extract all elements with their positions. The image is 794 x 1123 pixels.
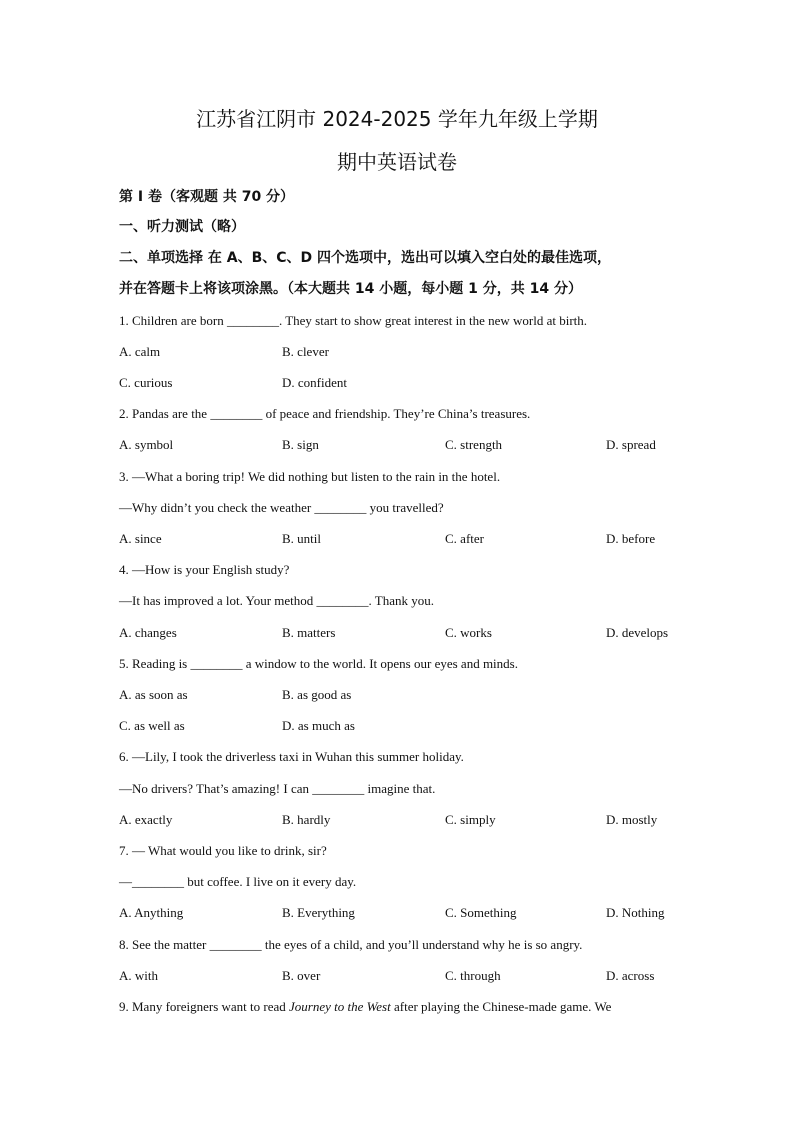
question-1-option-d: D. confident <box>282 375 347 390</box>
question-1-stem: 1. Children are born ________. They start to show great interest in the new world at birth. <box>119 313 588 328</box>
question-7-option-b: B. Everything <box>282 905 355 920</box>
question-4-stem: 4. —How is your English study? <box>119 562 290 577</box>
question-8-stem: 8. See the matter ________ the eyes of a child, and you’ll understand why he is so angry. <box>119 937 583 952</box>
question-6-stem-reply: —No drivers? That’s amazing! I can ________ imagine that. <box>119 781 436 796</box>
question-5-option-d: D. as much as <box>282 718 355 733</box>
question-4-option-d: D. develops <box>606 625 669 640</box>
question-4-stem-reply: —It has improved a lot. Your method ________. Thank you. <box>119 593 434 608</box>
question-2-option-a: A. symbol <box>119 437 174 452</box>
question-3-option-a: A. since <box>119 531 162 546</box>
question-1-option-a: A. calm <box>119 344 161 359</box>
question-6-option-b: B. hardly <box>282 812 331 827</box>
question-2-stem: 2. Pandas are the ________ of peace and friendship. They’re China’s treasures. <box>119 406 531 421</box>
question-1-option-b: B. clever <box>282 344 329 359</box>
question-9-stem-end: after playing the Chinese-made game. We <box>390 999 612 1014</box>
question-3-stem: 3. —What a boring trip! We did nothing but listen to the rain in the hotel. <box>119 469 501 484</box>
question-7-option-d: D. Nothing <box>606 905 665 920</box>
question-5-option-c: C. as well as <box>119 718 185 733</box>
question-2-option-b: B. sign <box>282 437 319 452</box>
question-2-option-d: D. spread <box>606 437 656 452</box>
question-8-option-d: D. across <box>606 968 655 983</box>
question-3-stem-reply: —Why didn’t you check the weather ________ you travelled? <box>119 500 444 515</box>
question-3-option-d: D. before <box>606 531 656 546</box>
question-6-stem: 6. —Lily, I took the driverless taxi in Wuhan this summer holiday. <box>119 749 464 764</box>
question-2-option-c: C. strength <box>445 437 503 452</box>
section-choice-heading-line1: 二、单项选择 在 A、B、C、D 四个选项中，选出可以填入空白处的最佳选项， <box>119 250 612 266</box>
question-3-option-c: C. after <box>445 531 484 546</box>
question-9-stem-start: 9. Many foreigners want to read <box>119 999 290 1014</box>
question-4-option-b: B. matters <box>282 625 336 640</box>
question-5-option-b: B. as good as <box>282 687 352 702</box>
part-heading: 第 I 卷（客观题 共 70 分） <box>119 189 295 205</box>
exam-title-line1: 江苏省江阴市 2024-2025 学年九年级上学期 <box>196 107 598 131</box>
question-6-option-a: A. exactly <box>119 812 173 827</box>
question-9-stem <box>119 999 611 1015</box>
question-6-option-c: C. simply <box>445 812 496 827</box>
question-5-stem: 5. Reading is ________ a window to the world. It opens our eyes and minds. <box>119 656 518 671</box>
question-4-option-c: C. works <box>445 625 492 640</box>
question-1-option-c: C. curious <box>119 375 173 390</box>
question-6-option-d: D. mostly <box>606 812 658 827</box>
question-7-option-c: C. Something <box>445 905 517 920</box>
question-9-book-title: Journey to the West <box>289 999 391 1014</box>
question-8-option-a: A. with <box>119 968 158 983</box>
question-4-option-a: A. changes <box>119 625 177 640</box>
question-5-option-a: A. as soon as <box>119 687 188 702</box>
question-7-stem-reply: —________ but coffee. I live on it every day. <box>119 874 357 889</box>
section-choice-heading-line2: 并在答题卡上将该项涂黑。（本大题共 14 小题，每小题 1 分，共 14 分） <box>119 281 582 297</box>
question-7-stem: 7. — What would you like to drink, sir? <box>119 843 327 858</box>
exam-title-line2: 期中英语试卷 <box>337 150 457 174</box>
question-8-option-c: C. through <box>445 968 501 983</box>
question-3-option-b: B. until <box>282 531 322 546</box>
section-listening-heading: 一、听力测试（略） <box>119 219 245 235</box>
question-8-option-b: B. over <box>282 968 321 983</box>
question-7-option-a: A. Anything <box>119 905 184 920</box>
